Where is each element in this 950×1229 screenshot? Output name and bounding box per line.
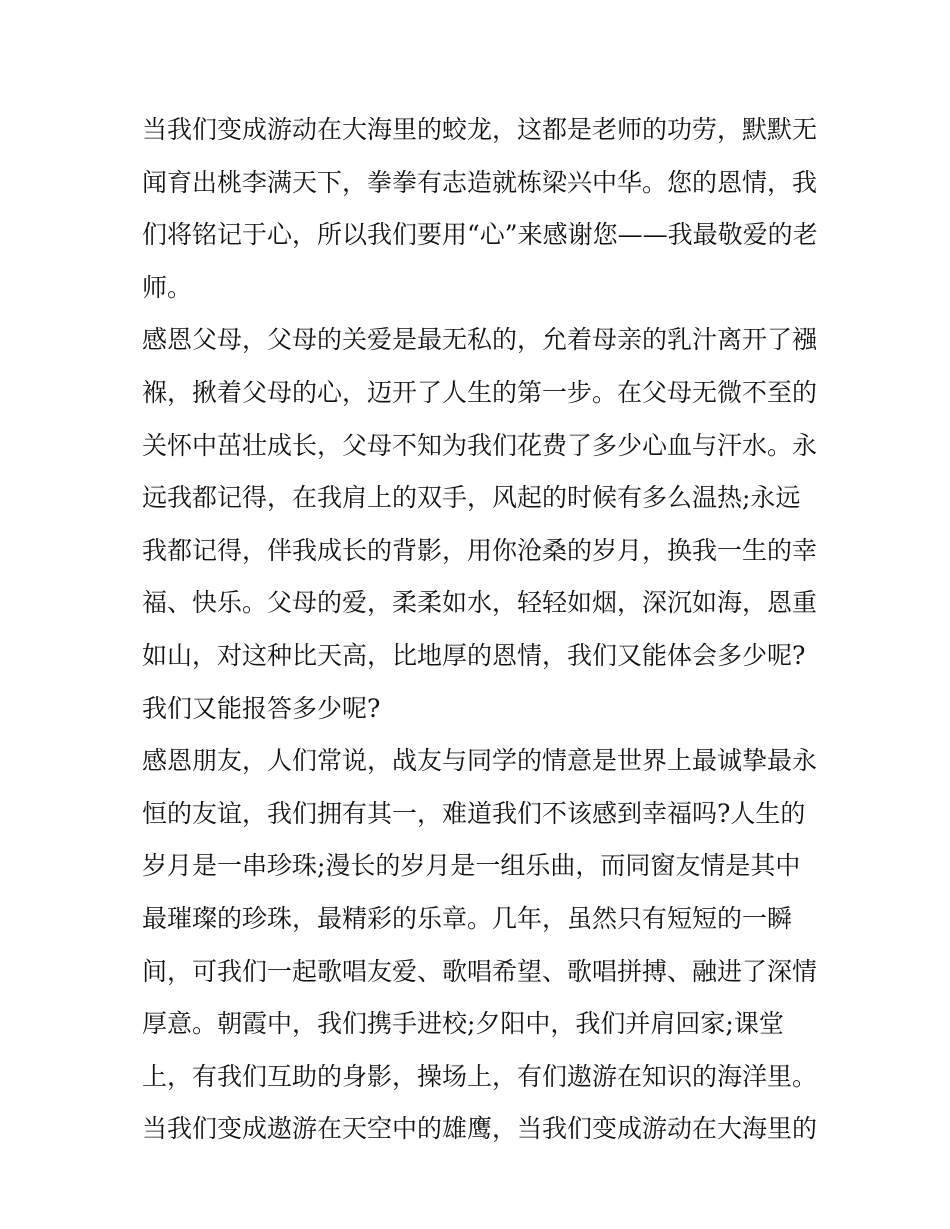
text-line: 厚意。朝霞中，我们携手进校;夕阳中，我们并肩回家;课堂: [142, 1009, 784, 1039]
text-line: 恒的友谊，我们拥有其一，难道我们不该感到幸福吗?人生的: [142, 798, 806, 828]
text-line: 上，有我们互助的身影，操场上，有们遨游在知识的海洋里。: [142, 1061, 818, 1091]
text-line: 感恩父母，父母的关爱是最无私的，允着母亲的乳汁离开了襁: [142, 325, 818, 355]
text-line: 福、快乐。父母的爱，柔柔如水，轻轻如烟，深沉如海，恩重: [142, 588, 818, 618]
text-line: 我们又能报答多少呢?: [142, 693, 381, 723]
text-line: 最璀璨的珍珠，最精彩的乐章。几年，虽然只有短短的一瞬: [142, 903, 793, 933]
text-line: 褓，揪着父母的心，迈开了人生的第一步。在父母无微不至的: [142, 377, 818, 407]
text-line: 关怀中茁壮成长，父母不知为我们花费了多少心血与汗水。永: [142, 430, 818, 460]
text-line: 间，可我们一起歌唱友爱、歌唱希望、歌唱拼搏、融进了深情: [142, 956, 818, 986]
text-line: 们将铭记于心，所以我们要用“心”来感谢您——我最敬爱的老: [142, 220, 818, 250]
text-line: 当我们变成游动在大海里的蛟龙，这都是老师的功劳，默默无: [142, 115, 818, 144]
text-line: 我都记得，伴我成长的背影，用你沧桑的岁月，换我一生的幸: [142, 535, 818, 565]
text-line: 感恩朋友，人们常说，战友与同学的情意是世界上最诚挚最永: [142, 746, 818, 776]
text-line: 如山，对这种比天高，比地厚的恩情，我们又能体会多少呢?: [142, 640, 806, 670]
text-line: 远我都记得，在我肩上的双手，风起的时候有多么温热;永远: [142, 483, 801, 513]
text-line: 闻育出桃李满天下，拳拳有志造就栋梁兴中华。您的恩情，我: [142, 167, 818, 197]
document-body: [142, 104, 822, 1156]
text-line: 师。: [142, 272, 193, 302]
text-line: 当我们变成遨游在天空中的雄鹰，当我们变成游动在大海里的: [142, 1114, 818, 1144]
text-line: 岁月是一串珍珠;漫长的岁月是一组乐曲，而同窗友情是其中: [142, 851, 801, 881]
